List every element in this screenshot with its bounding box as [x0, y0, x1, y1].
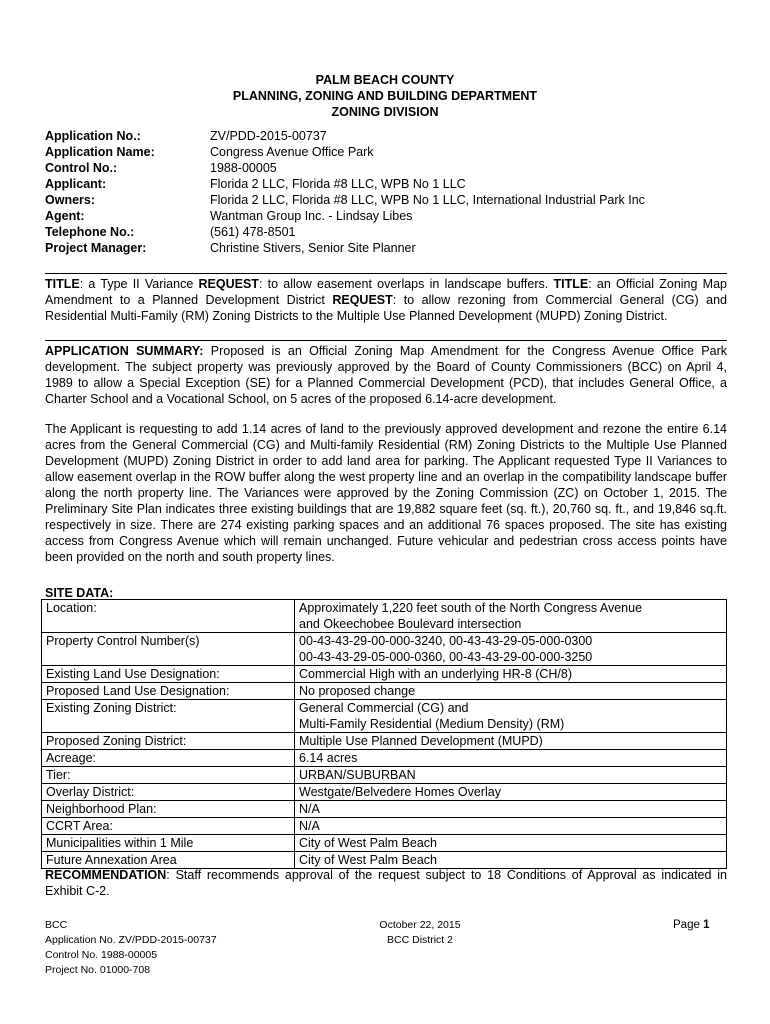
- info-row-project-manager: [45, 240, 727, 256]
- site-label: Acreage:: [42, 750, 295, 767]
- footer-date: October 22, 2015: [379, 919, 461, 931]
- site-label: Proposed Zoning District:: [42, 733, 295, 750]
- page-number: [673, 918, 709, 933]
- info-value: Wantman Group Inc. - Lindsay Libes: [210, 209, 413, 223]
- site-label: CCRT Area:: [42, 818, 295, 835]
- info-label: Control No.:: [45, 161, 118, 175]
- footer-project-no: Project No. 01000-708: [45, 964, 151, 976]
- site-value: Multiple Use Planned Development (MUPD): [295, 733, 727, 750]
- site-label: Proposed Land Use Designation:: [42, 683, 295, 700]
- site-label: Existing Zoning District:: [42, 700, 295, 733]
- request-label: REQUEST: [198, 277, 259, 291]
- application-info: [45, 128, 727, 256]
- footer-district: BCC District 2: [387, 934, 453, 946]
- title-label: TITLE: [45, 277, 80, 291]
- table-row: [42, 700, 727, 733]
- site-value-line: 00-43-43-29-05-000-0360, 00-43-43-29-00-000-3250: [299, 650, 593, 664]
- info-label: Applicant:: [45, 177, 107, 191]
- footer-control-no: Control No. 1988-00005: [45, 949, 158, 961]
- site-value: URBAN/SUBURBAN: [295, 767, 727, 784]
- table-row: [42, 683, 727, 700]
- info-value: 1988-00005: [210, 161, 277, 175]
- site-label: Neighborhood Plan:: [42, 801, 295, 818]
- table-row: [42, 818, 727, 835]
- site-value-line: Multi-Family Residential (Medium Density) (RM): [299, 717, 565, 731]
- info-row-application-no: [45, 128, 727, 144]
- table-row: [42, 600, 727, 633]
- header-department: PLANNING, ZONING AND BUILDING DEPARTMENT: [232, 89, 538, 103]
- info-value: Florida 2 LLC, Florida #8 LLC, WPB No 1 LLC: [210, 177, 466, 191]
- footer-left: [45, 918, 217, 978]
- table-row: [42, 666, 727, 683]
- site-value-line: and Okeechobee Boulevard intersection: [299, 617, 522, 631]
- site-label: Future Annexation Area: [42, 852, 295, 869]
- summary-label: APPLICATION SUMMARY:: [45, 344, 204, 358]
- table-row: [42, 835, 727, 852]
- application-summary: [45, 340, 727, 407]
- site-data-table: [41, 599, 727, 869]
- site-label: Location:: [42, 600, 295, 633]
- site-data-heading: SITE DATA:: [45, 586, 114, 600]
- site-value-line: Approximately 1,220 feet south of the North Congress Avenue: [299, 601, 643, 615]
- info-label: Telephone No.:: [45, 225, 135, 239]
- site-label: Property Control Number(s): [42, 633, 295, 666]
- table-row: [42, 733, 727, 750]
- info-row-owners: [45, 192, 727, 208]
- footer-board: BCC: [45, 919, 68, 931]
- title-text: : a Type II Variance: [79, 277, 199, 291]
- applicant-request-paragraph: The Applicant is requesting to add 1.14 acres of land to the previously approved development and rezone the entire 6.14 acres from the General Commercial (CG) and Multi-family Residential (RM) Zoning Districts to the Multiple Use Planned Development (MUPD) Zoning District in order to add land area for parking. The Applicant requested Type II Variances to allow easement overlap in the ROW buffer along the west property line and an overlap in the compatibility landscape buffer along the north property line. The Variances were approved by the Zoning Commission (ZC) on October 1, 2015. The Preliminary Site Plan indicates three existing buildings that are 19,882 square feet (sq. ft.), 20,760 sq. ft., and 19,846 sq.ft. respectively in size. There are 274 existing parking spaces and an additional 76 spaces proposed. The site has existing access from Congress Avenue which will remain unchanged. Future vehicular and pedestrian cross access points have been provided on the north and south property lines.: [45, 422, 727, 564]
- info-row-telephone: [45, 224, 727, 240]
- page-number-value: 1: [703, 919, 710, 931]
- request-label-2: REQUEST: [332, 293, 393, 307]
- site-value: [295, 600, 727, 633]
- site-value: [295, 633, 727, 666]
- site-value: N/A: [295, 818, 727, 835]
- info-value: Christine Stivers, Senior Site Planner: [210, 241, 416, 255]
- site-value: 6.14 acres: [295, 750, 727, 767]
- table-row: [42, 750, 727, 767]
- site-value: Commercial High with an underlying HR-8 (CH/8): [295, 666, 727, 683]
- info-label: Project Manager:: [45, 241, 147, 255]
- site-label: Existing Land Use Designation:: [42, 666, 295, 683]
- title-request-section: [45, 273, 727, 324]
- request-text: : to allow easement overlaps in landscape buffers.: [258, 277, 554, 291]
- header-county: PALM BEACH COUNTY: [315, 73, 455, 87]
- site-label: Municipalities within 1 Mile: [42, 835, 295, 852]
- header-division: ZONING DIVISION: [331, 105, 439, 119]
- site-value: [295, 700, 727, 733]
- recommendation-label: RECOMMENDATION: [45, 868, 167, 882]
- site-value: City of West Palm Beach: [295, 835, 727, 852]
- site-value: No proposed change: [295, 683, 727, 700]
- info-value: ZV/PDD-2015-00737: [210, 129, 327, 143]
- recommendation: [45, 867, 727, 899]
- info-row-application-name: [45, 144, 727, 160]
- info-row-control-no: [45, 160, 727, 176]
- info-row-applicant: [45, 176, 727, 192]
- table-row: [42, 767, 727, 784]
- document-header: [0, 72, 770, 120]
- footer-application-no: Application No. ZV/PDD-2015-00737: [45, 934, 217, 946]
- site-value-line: General Commercial (CG) and: [299, 701, 469, 715]
- title-text-2: : an Official Zoning Map Amendment to a Planned Development District: [45, 277, 727, 307]
- site-value-line: 00-43-43-29-00-000-3240, 00-43-43-29-05-000-0300: [299, 634, 593, 648]
- info-label: Owners:: [45, 193, 96, 207]
- info-value: (561) 478-8501: [210, 225, 296, 239]
- recommendation-text: : Staff recommends approval of the request subject to 18 Conditions of Approval as indicated in Exhibit C-2.: [45, 868, 727, 898]
- site-label: Tier:: [42, 767, 295, 784]
- request-text-2: : to allow rezoning from Commercial General (CG) and Residential Multi-Family (RM) Zoning Districts to the Multiple Use Planned Development (MUPD) Zoning District.: [45, 293, 727, 323]
- title-label-2: TITLE: [553, 277, 589, 291]
- table-row: [42, 852, 727, 869]
- info-label: Agent:: [45, 209, 85, 223]
- table-row: [42, 784, 727, 801]
- page-label: Page: [673, 919, 704, 931]
- info-value: Florida 2 LLC, Florida #8 LLC, WPB No 1 LLC, International Industrial Park Inc: [210, 193, 645, 207]
- site-value: Westgate/Belvedere Homes Overlay: [295, 784, 727, 801]
- site-label: Overlay District:: [42, 784, 295, 801]
- table-row: [42, 633, 727, 666]
- table-row: [42, 801, 727, 818]
- summary-text: Proposed is an Official Zoning Map Amendment for the Congress Avenue Office Park development. The subject property was previously approved by the Board of County Commissioners (BCC) on April 4, 1989 to allow a Special Exception (SE) for a Planned Commercial Development (PCD), that includes General Office, a Charter School and a Vocational School, on 5 acres of the proposed 6.14-acre development.: [45, 344, 728, 406]
- footer-middle: [372, 918, 468, 948]
- site-value: City of West Palm Beach: [295, 852, 727, 869]
- info-row-agent: [45, 208, 727, 224]
- info-label: Application Name:: [45, 145, 155, 159]
- site-value: N/A: [295, 801, 727, 818]
- info-value: Congress Avenue Office Park: [210, 145, 374, 159]
- info-label: Application No.:: [45, 129, 141, 143]
